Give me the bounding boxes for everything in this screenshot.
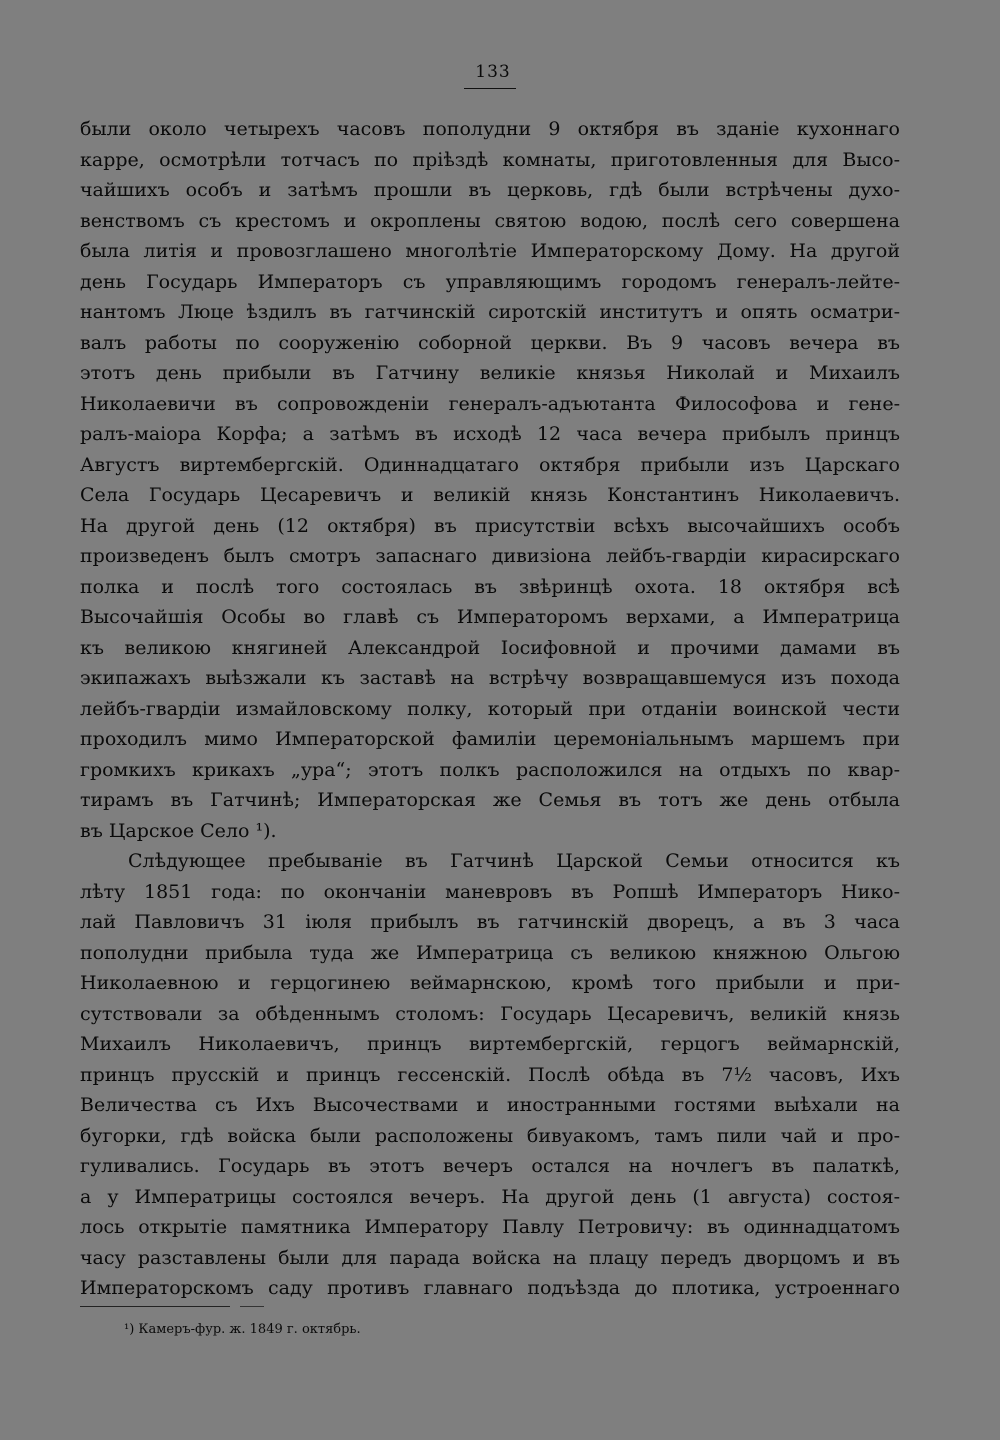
text-line: сутствовали за обѣденнымъ столомъ: Государь Цесаревичъ, великій князь <box>80 1002 900 1025</box>
page-number: 133 <box>475 62 511 82</box>
text-line: Николаевичи въ сопровожденіи генералъ-адъютанта Философова и гене- <box>80 392 900 415</box>
text-line: Высочайшія Особы во главѣ съ Императоромъ верхами, а Императрица <box>80 606 900 628</box>
paragraph-2 <box>80 846 900 1304</box>
text-line: была литія и провозглашено многолѣтіе Императорскому Дому. На другой <box>80 240 900 262</box>
body-text <box>80 114 900 1304</box>
text-line: Августъ виртембергскій. Одиннадцатаго октября прибыли изъ Царскаго <box>80 453 900 476</box>
text-line: пополудни прибыла туда же Императрица съ великою княжною Ольгою <box>80 941 900 964</box>
footnote-rule-dash <box>240 1306 264 1307</box>
text-line: полка и послѣ того состоялась въ звѣринцѣ охота. 18 октября всѣ <box>80 575 900 598</box>
text-line: Михаилъ Николаевичъ, принцъ виртембергскій, герцогъ веймарнскій, <box>80 1033 900 1055</box>
text-line: карре, осмотрѣли тотчасъ по пріѣздѣ комнаты, приготовленныя для Высо- <box>80 148 900 171</box>
footnote-rule <box>80 1306 230 1307</box>
text-line: гуливались. Государь въ этотъ вечеръ остался на ночлегъ въ палаткѣ, <box>80 1155 900 1177</box>
text-line: Села Государь Цесаревичъ и великій князь Константинъ Николаевичъ. <box>80 484 900 506</box>
footnote: ¹) Камеръ-фур. ж. 1849 г. октябрь. <box>124 1322 361 1337</box>
text-line: чайшихъ особъ и затѣмъ прошли въ церковь, гдѣ были встрѣчены духо- <box>80 179 900 201</box>
text-line: бугорки, гдѣ войска были расположены бивуакомъ, тамъ пили чай и про- <box>80 1124 900 1147</box>
text-line: этотъ день прибыли въ Гатчину великіе князья Николай и Михаилъ <box>80 362 900 384</box>
text-line: На другой день (12 октября) въ присутствіи всѣхъ высочайшихъ особъ <box>80 514 900 537</box>
text-line: лѣту 1851 года: по окончаніи маневровъ въ Ропшѣ Императоръ Нико- <box>80 880 900 903</box>
text-line: въ Царское Село ¹). <box>80 819 277 842</box>
paragraph-1 <box>80 114 900 846</box>
text-line: лейбъ-гвардіи измайловскому полку, который при отданіи воинской чести <box>80 697 900 720</box>
text-line: тирамъ въ Гатчинѣ; Императорская же Семья въ тотъ же день отбыла <box>80 789 900 811</box>
text-line: экипажахъ выѣзжали къ заставѣ на встрѣчу возвращавшемуся изъ похода <box>80 667 900 689</box>
text-line: принцъ прусскій и принцъ гессенскій. Послѣ обѣда въ 7½ часовъ, Ихъ <box>80 1063 900 1086</box>
text-line: ралъ-маіора Корфа; а затѣмъ въ исходѣ 12 часа вечера прибылъ принцъ <box>80 423 900 445</box>
text-line: Слѣдующее пребываніе въ Гатчинѣ Царской Семьи относится къ <box>128 850 900 872</box>
text-line: Величества съ Ихъ Высочествами и иностранными гостями выѣхали на <box>80 1094 900 1116</box>
text-line: были около четырехъ часовъ пополудни 9 октября въ зданіе кухоннаго <box>80 118 900 140</box>
text-line: валъ работы по сооруженію соборной церкви. Въ 9 часовъ вечера въ <box>80 331 900 354</box>
text-line: проходилъ мимо Императорской фамиліи церемоніальнымъ маршемъ при <box>80 728 900 750</box>
text-line: часу разставлены были для парада войска на плацу передъ дворцомъ и въ <box>80 1246 900 1269</box>
text-line: громкихъ крикахъ „ура“; этотъ полкъ расположился на отдыхъ по квар- <box>80 758 900 781</box>
page-number-underline <box>464 88 516 89</box>
text-line: день Государь Императоръ съ управляющимъ городомъ генералъ-лейте- <box>80 270 900 293</box>
text-line: къ великою княгиней Александрой Іосифовной и прочими дамами въ <box>80 636 900 659</box>
text-line: Николаевною и герцогинею веймарнскою, кромѣ того прибыли и при- <box>80 972 900 994</box>
text-line: венствомъ съ крестомъ и окроплены святою водою, послѣ сего совершена <box>80 209 900 232</box>
text-line: а у Императрицы состоялся вечеръ. На другой день (1 августа) состоя- <box>80 1185 900 1208</box>
text-line: лай Павловичъ 31 іюля прибылъ въ гатчинскій дворецъ, а въ 3 часа <box>80 911 900 933</box>
text-line: произведенъ былъ смотръ запаснаго дивизіона лейбъ-гвардіи кирасирскаго <box>80 545 900 567</box>
text-line: лось открытіе памятника Императору Павлу Петровичу: въ одиннадцатомъ <box>80 1216 900 1238</box>
text-line: нантомъ Люце ѣздилъ въ гатчинскій сиротскій институтъ и опять осматри- <box>80 301 900 323</box>
text-line: Императорскомъ саду противъ главнаго подъѣзда до плотика, устроеннаго <box>80 1277 900 1299</box>
